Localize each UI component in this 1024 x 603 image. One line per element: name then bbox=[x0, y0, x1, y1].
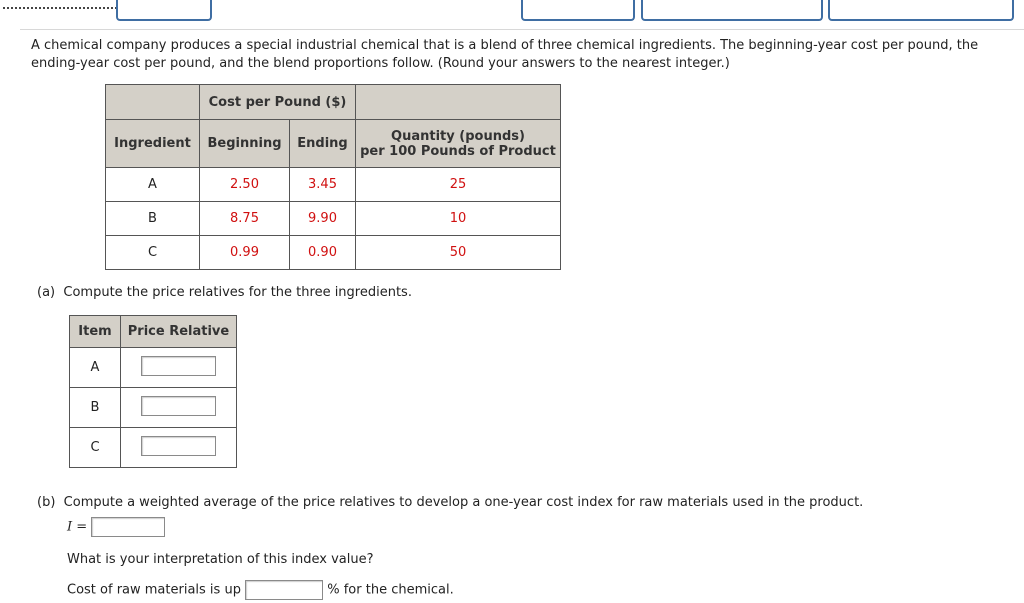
cost-group-header: Cost per Pound ($) bbox=[200, 85, 356, 120]
part-a-question bbox=[37, 285, 412, 300]
cost-increase-input[interactable] bbox=[245, 580, 323, 600]
table-row bbox=[106, 202, 561, 236]
table-row bbox=[70, 428, 237, 468]
top-toolbar bbox=[0, 0, 1024, 24]
cost-suffix: % for the chemical. bbox=[327, 582, 454, 598]
quantity-header-line1: Quantity (pounds) bbox=[391, 128, 525, 144]
problem-intro: A chemical company produces a special industrial chemical that is a blend of three chemical ingredients. The beginning-year cost per pound, the ending-year cost per pound, and the blend proportions follow. (Round your answers to the nearest integer.) bbox=[31, 38, 979, 71]
ingredient-cell: A bbox=[106, 168, 200, 202]
price-relative-cell bbox=[121, 348, 237, 388]
ending-cell: 9.90 bbox=[290, 202, 356, 236]
quantity-cell: 50 bbox=[356, 236, 561, 270]
blank-header-cell bbox=[106, 85, 200, 120]
ending-cell: 0.90 bbox=[290, 236, 356, 270]
ending-cell: 3.45 bbox=[290, 168, 356, 202]
beginning-cell: 2.50 bbox=[200, 168, 290, 202]
part-a-text: Compute the price relatives for the three ingredients. bbox=[63, 285, 412, 300]
price-relative-cell bbox=[121, 388, 237, 428]
ingredient-cell: B bbox=[106, 202, 200, 236]
cost-table bbox=[105, 84, 561, 270]
price-relative-input-a[interactable] bbox=[141, 356, 216, 376]
item-cell: C bbox=[70, 428, 121, 468]
toolbar-button-4[interactable] bbox=[828, 0, 1014, 21]
cost-answer-row bbox=[67, 580, 454, 600]
points-indicator bbox=[3, 2, 133, 9]
table-row bbox=[106, 168, 561, 202]
item-header: Item bbox=[70, 316, 121, 348]
divider bbox=[20, 29, 1024, 30]
part-b-text: Compute a weighted average of the price relatives to develop a one-year cost index for raw materials used in the product. bbox=[63, 495, 864, 510]
table-row bbox=[70, 348, 237, 388]
blank-header-cell bbox=[356, 85, 561, 120]
price-relative-cell bbox=[121, 428, 237, 468]
beginning-cell: 0.99 bbox=[200, 236, 290, 270]
interpretation-question: What is your interpretation of this index value? bbox=[67, 552, 374, 567]
price-relative-table bbox=[69, 315, 237, 468]
quantity-header bbox=[356, 120, 561, 168]
price-relative-header: Price Relative bbox=[121, 316, 237, 348]
price-relative-input-c[interactable] bbox=[141, 436, 216, 456]
item-cell: A bbox=[70, 348, 121, 388]
cost-prefix: Cost of raw materials is up bbox=[67, 582, 241, 598]
toolbar-button-3[interactable] bbox=[641, 0, 823, 21]
quantity-cell: 10 bbox=[356, 202, 561, 236]
price-relative-input-b[interactable] bbox=[141, 396, 216, 416]
toolbar-button-2[interactable] bbox=[521, 0, 635, 21]
ingredient-header: Ingredient bbox=[106, 120, 200, 168]
toolbar-button-1[interactable] bbox=[116, 0, 212, 21]
index-row bbox=[67, 517, 165, 537]
index-label: I = bbox=[67, 519, 88, 535]
part-b-label: (b) bbox=[37, 495, 56, 510]
beginning-cell: 8.75 bbox=[200, 202, 290, 236]
beginning-header: Beginning bbox=[200, 120, 290, 168]
index-input[interactable] bbox=[91, 517, 165, 537]
part-a-label: (a) bbox=[37, 285, 56, 300]
table-row bbox=[106, 236, 561, 270]
quantity-header-line2: per 100 Pounds of Product bbox=[360, 143, 556, 159]
table-row bbox=[70, 388, 237, 428]
quantity-cell: 25 bbox=[356, 168, 561, 202]
part-b-question bbox=[37, 495, 863, 510]
ingredient-cell: C bbox=[106, 236, 200, 270]
item-cell: B bbox=[70, 388, 121, 428]
ending-header: Ending bbox=[290, 120, 356, 168]
